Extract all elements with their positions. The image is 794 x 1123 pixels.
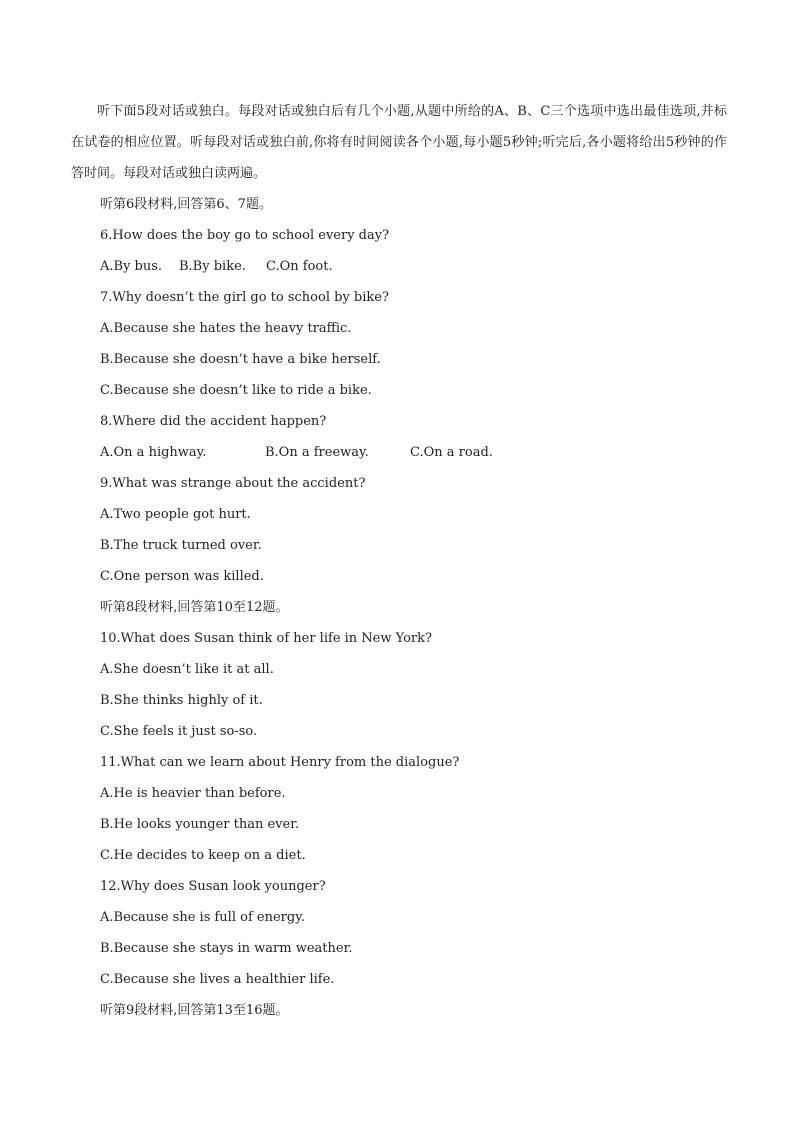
question-10-option-a: A.She doesn’t like it at all. [100,662,274,677]
question-9-option-b: B.The truck turned over. [100,538,262,553]
section-9-header: 听第9段材料,回答第13至16题。 [100,1003,289,1018]
section-6-header: 听第6段材料,回答第6、7题。 [100,197,272,212]
question-8-stem: 8.Where did the accident happen? [100,414,327,429]
question-7-stem: 7.Why doesn’t the girl go to school by bike? [100,290,389,305]
instructions: 听下面5段对话或独白。每段对话或独白后有几个小题,从题中所给的A、B、C三个选项中选出最佳选项,并标在试卷的相应位置。听每段对话或独白前,你将有时间阅读各个小题,每小题5秒钟;听完后,各小题将给出5秒钟的作答时间。每段对话或独白读两遍。 [71,104,727,181]
question-6-option-a: A.By bus. [100,259,163,274]
question-7-option-c: C.Because she doesn’t like to ride a bike. [100,383,372,398]
question-6-stem: 6.How does the boy go to school every day? [100,228,390,243]
question-8-option-a: A.On a highway. [100,445,207,460]
question-9-option-c: C.One person was killed. [100,569,264,584]
question-8-option-c: C.On a road. [410,445,493,460]
question-9-stem: 9.What was strange about the accident? [100,476,366,491]
question-12-option-c: C.Because she lives a healthier life. [100,972,335,987]
question-8-option-b: B.On a freeway. [265,445,369,460]
question-10-option-c: C.She feels it just so-so. [100,724,258,739]
question-10-option-b: B.She thinks highly of it. [100,693,263,708]
question-6-options [71,251,727,282]
question-11-option-c: C.He decides to keep on a diet. [100,848,306,863]
question-7-option-b: B.Because she doesn’t have a bike herself. [100,352,381,367]
question-7-option-a: A.Because she hates the heavy traffic. [100,321,352,336]
question-11-stem: 11.What can we learn about Henry from the dialogue? [100,755,460,770]
question-12-stem: 12.Why does Susan look younger? [100,879,326,894]
question-11-option-a: A.He is heavier than before. [100,786,286,801]
question-10-stem: 10.What does Susan think of her life in New York? [100,631,432,646]
question-12-option-a: A.Because she is full of energy. [100,910,305,925]
section-8-header: 听第8段材料,回答第10至12题。 [100,600,289,615]
question-12-option-b: B.Because she stays in warm weather. [100,941,353,956]
question-8-options [71,437,727,468]
question-6-option-b: B.By bike. [179,259,246,274]
listening-section [71,96,727,1026]
question-11-option-b: B.He looks younger than ever. [100,817,300,832]
question-6-option-c: C.On foot. [266,259,333,274]
question-9-option-a: A.Two people got hurt. [100,507,251,522]
